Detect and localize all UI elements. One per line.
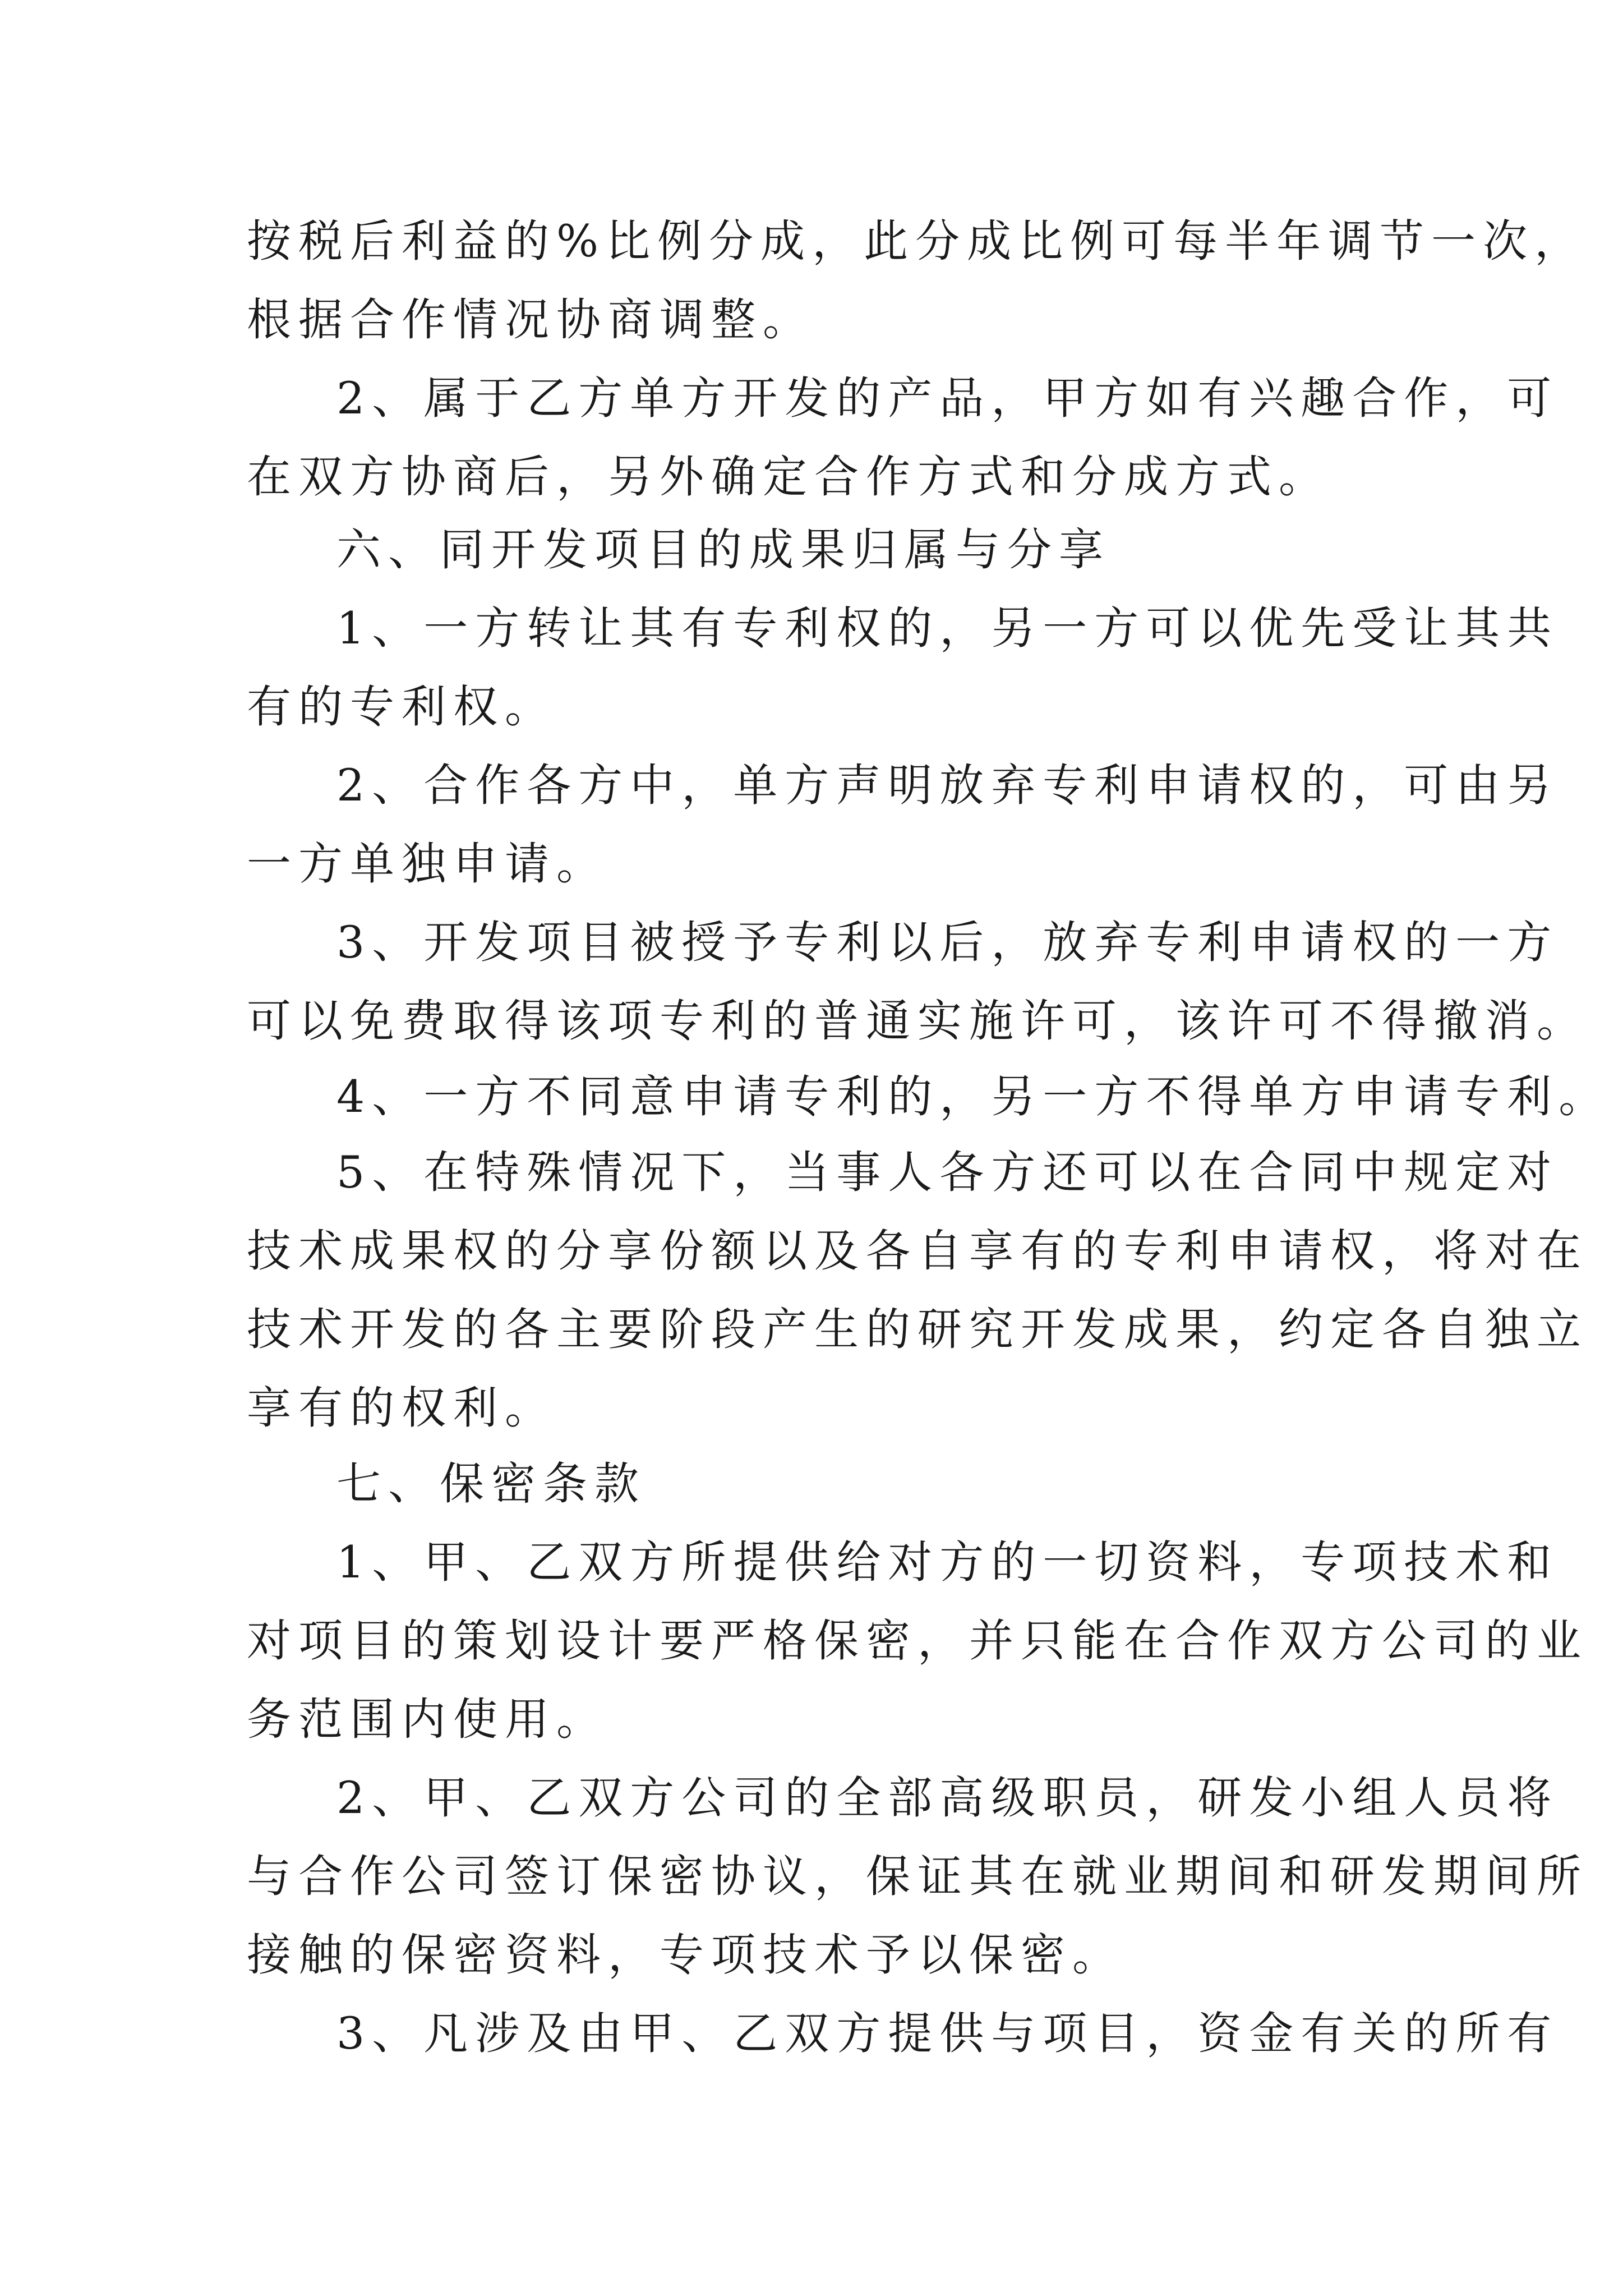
paragraph-item: 2、甲、乙双方公司的全部高级职员，研发小组人员将 (336, 1772, 1559, 1824)
text-line: 接触的保密资料，专项技术予以保密。 (247, 1929, 1124, 1981)
text-line: 技术开发的各主要阶段产生的研究开发成果，约定各自独立 (247, 1304, 1588, 1355)
paragraph-item: 5、在特殊情况下，当事人各方还可以在合同中规定对 (336, 1147, 1559, 1198)
paragraph-item: 4、一方不同意申请专利的，另一方不得单方申请专利。 (336, 1071, 1611, 1122)
paragraph-item: 3、凡涉及由甲、乙双方提供与项目，资金有关的所有 (336, 2008, 1559, 2059)
paragraph-item: 2、合作各方中，单方声明放弃专利申请权的，可由另 (336, 760, 1559, 811)
paragraph-item: 3、开发项目被授予专利以后，放弃专利申请权的一方 (336, 917, 1559, 968)
section-heading: 六、同开发项目的成果归属与分享 (336, 524, 1110, 576)
text-line: 享有的权利。 (247, 1382, 556, 1434)
text-line: 可以免费取得该项专利的普通实施许可，该许可不得撤消。 (247, 995, 1588, 1047)
text-line: 在双方协商后，另外确定合作方式和分成方式。 (247, 451, 1330, 503)
paragraph-item: 1、一方转让其有专利权的，另一方可以优先受让其共 (336, 602, 1559, 654)
text-line: 对项目的策划设计要严格保密，并只能在合作双方公司的业 (247, 1615, 1588, 1667)
text-line: 根据合作情况协商调整。 (247, 294, 814, 346)
text-line: 一方单独申请。 (247, 838, 608, 890)
text-line: 务范围内使用。 (247, 1694, 608, 1745)
text-line: 与合作公司签订保密协议，保证其在就业期间和研发期间所 (247, 1851, 1588, 1902)
paragraph-item: 2、属于乙方单方开发的产品，甲方如有兴趣合作，可 (336, 372, 1559, 424)
section-heading: 七、保密条款 (336, 1458, 646, 1510)
text-line: 按税后利益的%比例分成，此分成比例可每半年调节一次， (247, 215, 1587, 267)
text-line: 技术成果权的分享份额以及各自享有的专利申请权，将对在 (247, 1225, 1588, 1277)
paragraph-item: 1、甲、乙双方所提供给对方的一切资料，专项技术和 (336, 1536, 1559, 1588)
text-line: 有的专利权。 (247, 681, 556, 733)
